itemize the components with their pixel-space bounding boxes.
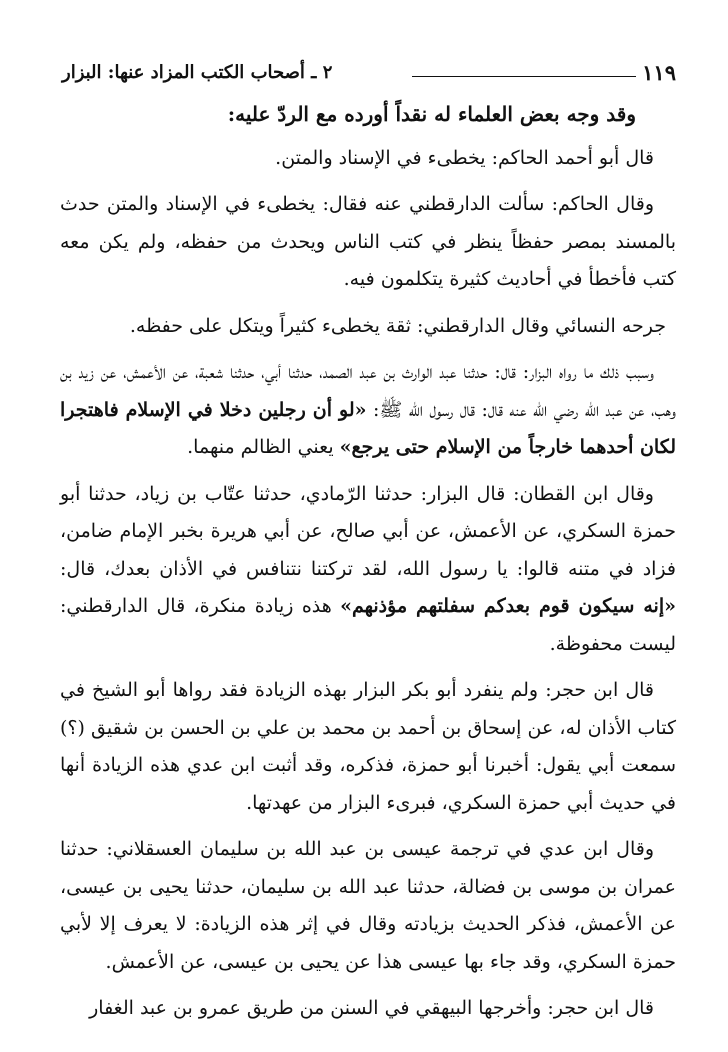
paragraph-ibn-adi: وقال ابن عدي في ترجمة عيسى بن عبد الله بن سليمان العسقلاني: حدثنا عمران بن موسى بن فضالة، حدثنا عبد الله بن سليمان، حدثنا يحيى بن عيسى، عن الأعمش، فذكر الحديث بزيادته وقال في إثر هذه الزيادة: لا يعرف إلا لأبي حمزة السكري، وقد جاء بها عيسى هذا عن يحيى بن عيسى، عن الأعمش. <box>60 838 676 973</box>
header-rule <box>412 76 636 77</box>
hadith-text: «إنه سيكون قوم بعدكم سفلتهم مؤذنهم» <box>340 595 676 617</box>
paragraph-hakim-daraqutni: وقال الحاكم: سألت الدارقطني عنه فقال: يخطىء في الإسناد والمتن حدث بالمسند بمصر حفظاً ينظر في كتب الناس ويحدث من حفظه، ولم يكن معه كتب فأخطأ في أحاديث كثيرة يتكلمون فيه. <box>60 193 676 290</box>
page-header <box>62 58 676 92</box>
paragraph-ibn-hajar-2: قال ابن حجر: وأخرجها البيهقي في السنن من طريق عمرو بن عبد الغفار <box>89 997 654 1019</box>
page-body <box>60 96 676 1037</box>
paragraph-hakim-abu-ahmad: قال أبو أحمد الحاكم: يخطىء في الإسناد والمتن. <box>275 146 654 169</box>
paragraph-ibn-hajar-1: قال ابن حجر: ولم ينفرد أبو بكر البزار بهذه الزيادة فقد رواها أبو الشيخ في كتاب الأذان له، عن إسحاق بن أحمد بن محمد بن علي بن الحسن بن شقيق (؟) سمعت أبي يقول: أخبرنا أبو حمزة، فذكره، وقد أثبت ابن عدي هذه الزيادة أنها في حديث أبي حمزة السكري، فبرىء البزار من عهدتها. <box>60 679 677 814</box>
running-title: ٢ ـ أصحاب الكتب المزاد عنها: البزار <box>62 62 333 83</box>
hadith-chain: وقال ابن القطان: قال البزار: حدثنا الرّمادي، حدثنا عتّاب بن زياد، حدثنا أبو حمزة السكري، عن الأعمش، عن أبي صالح، عن أبي هريرة بخبر الإمام ضامن، فزاد في متنه قالوا: يا رسول الله، لقد تركتنا نتنافس في الأذان بعدك، قال: <box>60 482 676 580</box>
paragraph-intro: وقد وجه بعض العلماء له نقداً أورده مع الردّ عليه: <box>227 102 636 126</box>
paragraph-hadith-hijra <box>60 354 676 467</box>
hadith-chain: وسبب ذلك ما رواه البزار: قال: حدثنا عبد الوارث بن عبد الصمد، حدثنا أبي، حدثنا شعبة، عن الأعمش، عن زيد بن وهب، عن عبد الله رضي الله عنه قال: قال رسول الله ﷺ: <box>60 361 676 421</box>
page-number: ١١٩ <box>642 60 676 85</box>
paragraph-ibn-qattan <box>60 476 676 664</box>
paragraph-nasai: جرحه النسائي وقال الدارقطني: ثقة يخطىء كثيراً ويتكل على حفظه. <box>129 314 666 337</box>
hadith-comment: يعني الظالم منهما. <box>187 436 340 458</box>
hadith-comment: هذه زيادة منكرة، قال الدارقطني: ليست محفوظة. <box>60 595 676 655</box>
hadith-text: «لو أن رجلين دخلا في الإسلام فاهتجرا لكان أحدهما خارجاً من الإسلام حتى يرجع» <box>60 398 676 458</box>
